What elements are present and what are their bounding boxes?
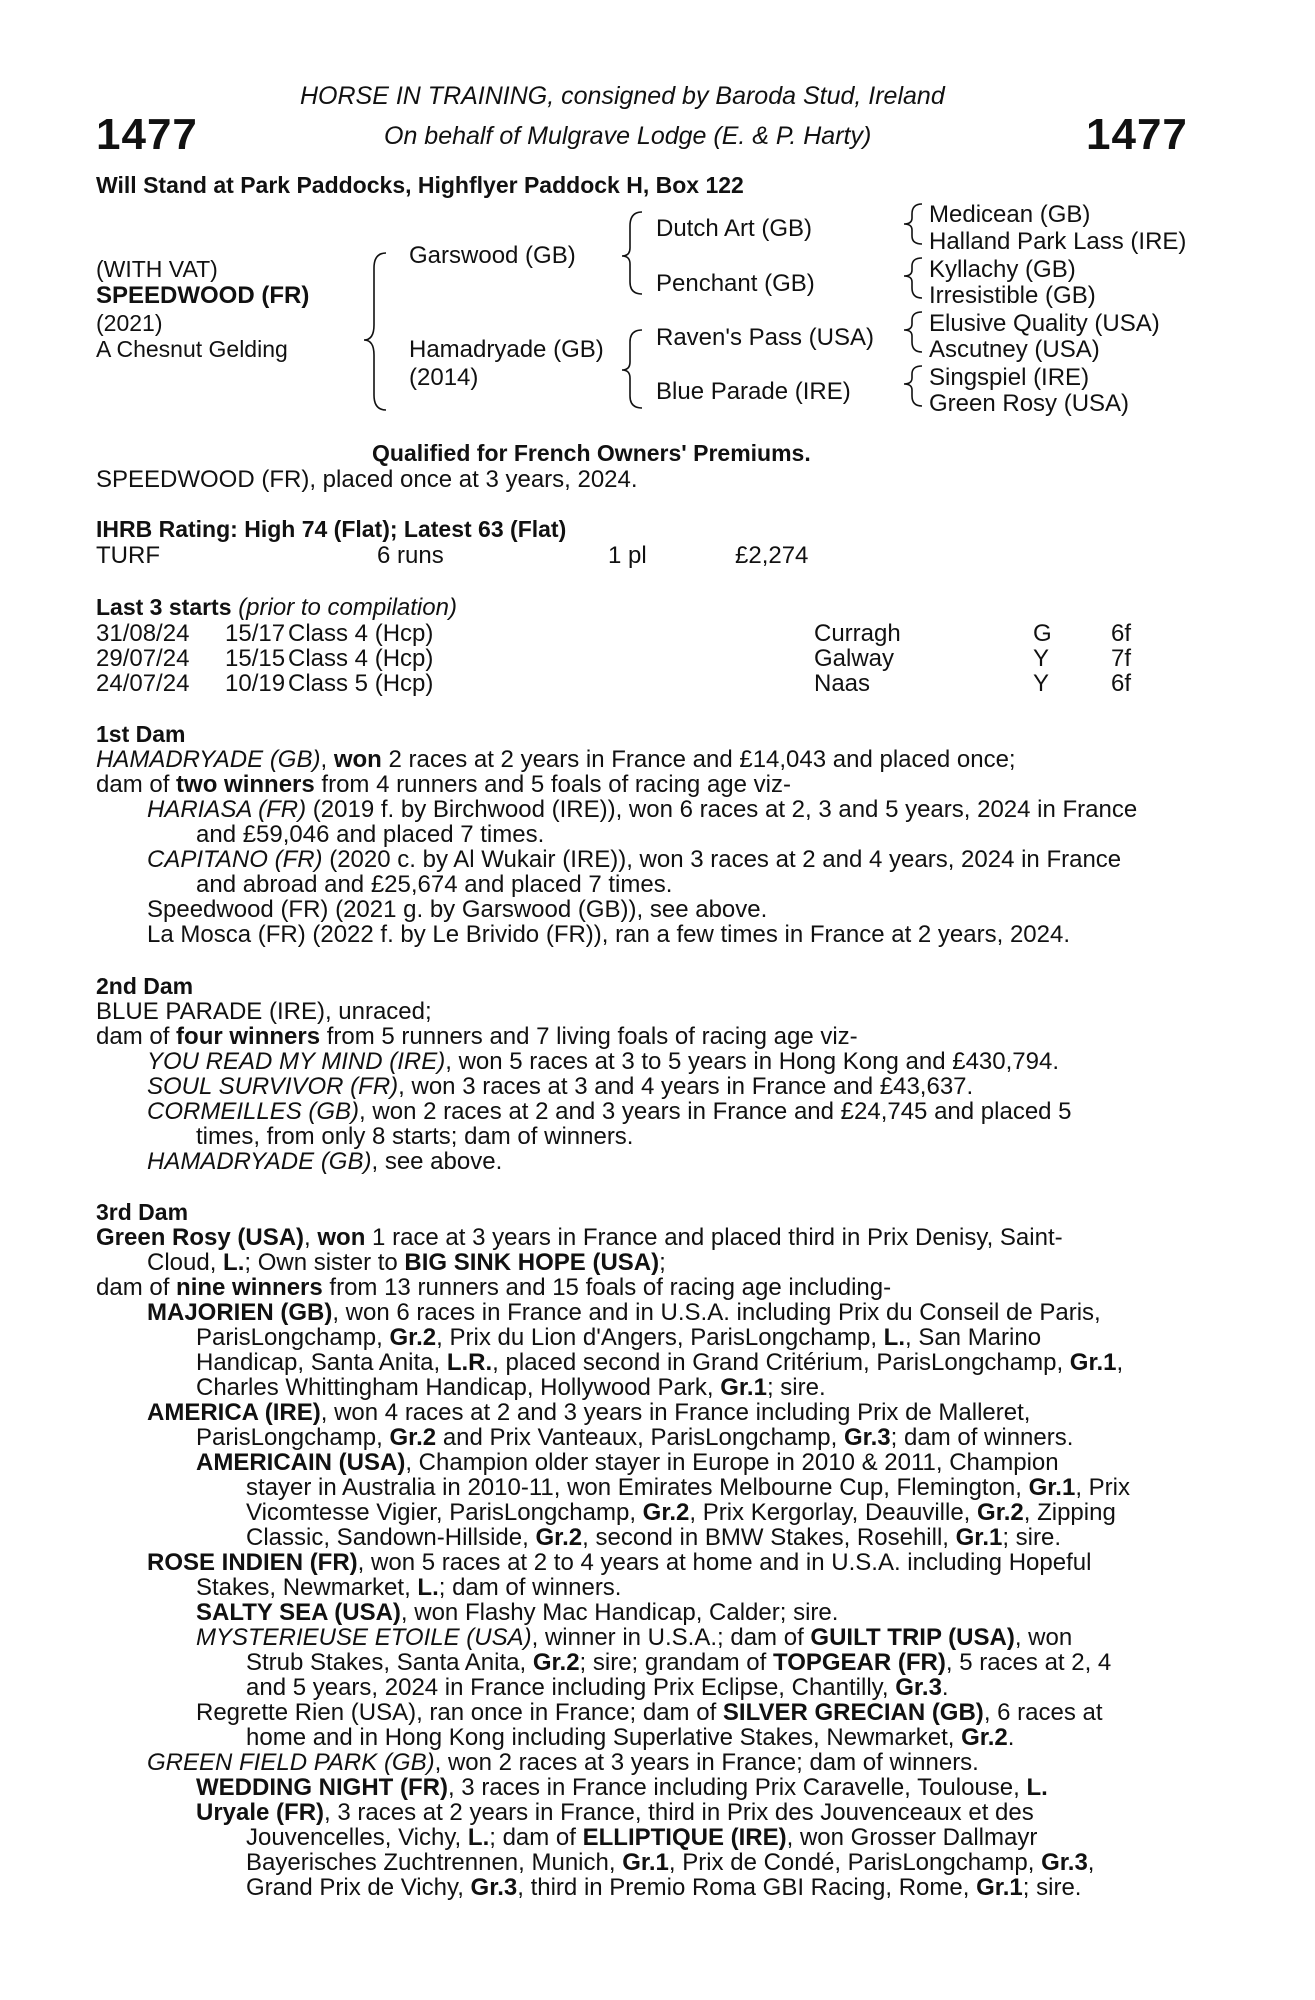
pedigree-sd: Penchant (GB)	[656, 270, 815, 297]
third-dam-line: ParisLongchamp, Gr.2, Prix du Lion d'Angers, ParisLongchamp, L., San Marino	[196, 1324, 1042, 1351]
premium-note: Qualified for French Owners' Premiums.	[372, 440, 811, 466]
start-class: Class 4 (Hcp)	[288, 645, 434, 672]
horse-name: SPEEDWOOD (FR)	[96, 282, 310, 309]
horse-year: (2021)	[96, 310, 163, 336]
rating-runs: 6 runs	[377, 542, 444, 569]
pedigree-dd: Blue Parade (IRE)	[656, 378, 851, 405]
start-course: Naas	[814, 670, 871, 697]
second-dam-title: 2nd Dam	[96, 973, 194, 999]
third-dam-line: Vicomtesse Vigier, ParisLongchamp, Gr.2, Prix Kergorlay, Deauville, Gr.2, Zipping	[246, 1499, 1116, 1526]
start-date: 24/07/24	[96, 670, 190, 697]
third-dam-line: Grand Prix de Vichy, Gr.3, third in Premio Roma GBI Racing, Rome, Gr.1; sire.	[246, 1874, 1082, 1901]
third-dam-line: GREEN FIELD PARK (GB), won 2 races at 3 years in France; dam of winners.	[147, 1749, 979, 1776]
pedigree-sdd: Irresistible (GB)	[929, 282, 1096, 309]
start-distance: 6f	[1111, 670, 1132, 697]
second-dam-line: BLUE PARADE (IRE), unraced;	[96, 998, 432, 1025]
third-dam-line: Stakes, Newmarket, L.; dam of winners.	[196, 1574, 622, 1601]
third-dam-title: 3rd Dam	[96, 1199, 189, 1225]
pedigree-ssd: Halland Park Lass (IRE)	[929, 228, 1187, 255]
first-dam-title: 1st Dam	[96, 721, 186, 747]
second-dam-line: CORMEILLES (GB), won 2 races at 2 and 3 years in France and £24,745 and placed 5	[147, 1098, 1072, 1125]
pedigree-dss: Elusive Quality (USA)	[929, 310, 1160, 337]
pedigree-braces	[0, 0, 1315, 420]
start-going: Y	[1033, 645, 1050, 672]
second-dam-line: times, from only 8 starts; dam of winners.	[196, 1123, 634, 1150]
horse-description: A Chesnut Gelding	[96, 336, 288, 362]
first-dam-line: and £59,046 and placed 7 times.	[196, 821, 545, 848]
start-going: Y	[1033, 670, 1050, 697]
start-course: Curragh	[814, 620, 901, 647]
third-dam-line: ParisLongchamp, Gr.2 and Prix Vanteaux, ParisLongchamp, Gr.3; dam of winners.	[196, 1424, 1074, 1451]
second-dam-line: SOUL SURVIVOR (FR), won 3 races at 3 and 4 years in France and £43,637.	[147, 1073, 974, 1100]
third-dam-line: Jouvencelles, Vichy, L.; dam of ELLIPTIQUE (IRE), won Grosser Dallmayr	[246, 1824, 1038, 1851]
start-row	[96, 645, 1132, 673]
first-dam-line: HAMADRYADE (GB), won 2 races at 2 years in France and £14,043 and placed once;	[96, 746, 1016, 773]
second-dam-line: HAMADRYADE (GB), see above.	[147, 1148, 503, 1175]
rating-earnings: £2,274	[735, 542, 809, 569]
start-going: G	[1033, 620, 1052, 647]
start-row	[96, 670, 1132, 698]
pedigree-ddd: Green Rosy (USA)	[929, 390, 1130, 417]
start-pos: 15/17	[225, 620, 286, 647]
start-class: Class 5 (Hcp)	[288, 670, 434, 697]
third-dam-line: home and in Hong Kong including Superlative Stakes, Newmarket, Gr.2.	[246, 1724, 1015, 1751]
start-row	[96, 620, 1132, 648]
start-date: 31/08/24	[96, 620, 190, 647]
third-dam-line: and 5 years, 2024 in France including Prix Eclipse, Chantilly, Gr.3.	[246, 1674, 949, 1701]
first-dam-line: dam of two winners from 4 runners and 5 foals of racing age viz-	[96, 771, 791, 798]
lot-number-left: 1477	[96, 110, 198, 159]
last-starts-note: (prior to compilation)	[238, 594, 457, 621]
third-dam-line: ROSE INDIEN (FR), won 5 races at 2 to 4 years at home and in U.S.A. including Hopeful	[147, 1549, 1092, 1576]
rating-placed: 1 pl	[608, 542, 647, 569]
pedigree-sss: Medicean (GB)	[929, 201, 1091, 228]
third-dam-line: stayer in Australia in 2010-11, won Emirates Melbourne Cup, Flemington, Gr.1, Prix	[246, 1474, 1130, 1501]
third-dam-line: WEDDING NIGHT (FR), 3 races in France including Prix Caravelle, Toulouse, L.	[196, 1774, 1048, 1801]
first-dam-line: and abroad and £25,674 and placed 7 times.	[196, 871, 673, 898]
third-dam-line: AMERICAIN (USA), Champion older stayer in Europe in 2010 & 2011, Champion	[196, 1449, 1059, 1476]
start-pos: 10/19	[225, 670, 286, 697]
third-dam-line: AMERICA (IRE), won 4 races at 2 and 3 years in France including Prix de Malleret,	[147, 1399, 1031, 1426]
lot-number-right: 1477	[1086, 110, 1188, 159]
pedigree-dsd: Ascutney (USA)	[929, 336, 1100, 363]
third-dam-line: Green Rosy (USA), won 1 race at 3 years in France and placed third in Prix Denisy, Saint-	[96, 1224, 1063, 1251]
third-dam-line: Strub Stakes, Santa Anita, Gr.2; sire; grandam of TOPGEAR (FR), 5 races at 2, 4	[246, 1649, 1112, 1676]
race-summary: SPEEDWOOD (FR), placed once at 3 years, 2024.	[96, 466, 638, 493]
third-dam-line: MAJORIEN (GB), won 6 races in France and in U.S.A. including Prix du Conseil de Paris,	[147, 1299, 1101, 1326]
last-starts-heading	[96, 594, 457, 622]
first-dam-line: HARIASA (FR) (2019 f. by Birchwood (IRE)), won 6 races at 2, 3 and 5 years, 2024 in France	[147, 796, 1138, 823]
pedigree-sire: Garswood (GB)	[409, 242, 576, 269]
pedigree-sds: Kyllachy (GB)	[929, 256, 1076, 283]
start-distance: 7f	[1111, 645, 1132, 672]
start-class: Class 4 (Hcp)	[288, 620, 434, 647]
second-dam-line: dam of four winners from 5 runners and 7 living foals of racing age viz-	[96, 1023, 858, 1050]
third-dam-line: Regrette Rien (USA), ran once in France; dam of SILVER GRECIAN (GB), 6 races at	[196, 1699, 1103, 1726]
start-date: 29/07/24	[96, 645, 190, 672]
pedigree-ss: Dutch Art (GB)	[656, 215, 813, 242]
third-dam-line: dam of nine winners from 13 runners and 15 foals of racing age including-	[96, 1274, 892, 1301]
third-dam-line: MYSTERIEUSE ETOILE (USA), winner in U.S.A.; dam of GUILT TRIP (USA), won	[196, 1624, 1073, 1651]
pedigree-dam: Hamadryade (GB)	[409, 336, 604, 363]
third-dam-line: Bayerisches Zuchtrennen, Munich, Gr.1, Prix de Condé, ParisLongchamp, Gr.3,	[246, 1849, 1095, 1876]
pedigree-dds: Singspiel (IRE)	[929, 364, 1090, 391]
third-dam-line: Uryale (FR), 3 races at 2 years in France, third in Prix des Jouvenceaux et des	[196, 1799, 1034, 1826]
vat-label: (WITH VAT)	[96, 256, 218, 282]
start-course: Galway	[814, 645, 895, 672]
rating-title: IHRB Rating: High 74 (Flat); Latest 63 (Flat)	[96, 516, 567, 542]
pedigree-ds: Raven's Pass (USA)	[656, 324, 874, 351]
third-dam-line: SALTY SEA (USA), won Flashy Mac Handicap, Calder; sire.	[196, 1599, 839, 1626]
start-distance: 6f	[1111, 620, 1132, 647]
location-line: Will Stand at Park Paddocks, Highflyer Paddock H, Box 122	[96, 172, 744, 198]
third-dam-line: Charles Whittingham Handicap, Hollywood Park, Gr.1; sire.	[196, 1374, 826, 1401]
rating-surface: TURF	[96, 542, 160, 569]
second-dam-line: YOU READ MY MIND (IRE), won 5 races at 3 to 5 years in Hong Kong and £430,794.	[147, 1048, 1059, 1075]
third-dam-line: Classic, Sandown-Hillside, Gr.2, second in BMW Stakes, Rosehill, Gr.1; sire.	[246, 1524, 1062, 1551]
last-starts-title: Last 3 starts	[96, 594, 232, 620]
first-dam-line: Speedwood (FR) (2021 g. by Garswood (GB)), see above.	[147, 896, 768, 923]
pedigree-dam-year: (2014)	[409, 364, 479, 391]
behalf-line: On behalf of Mulgrave Lodge (E. & P. Harty)	[384, 122, 872, 150]
first-dam-line: CAPITANO (FR) (2020 c. by Al Wukair (IRE)), won 3 races at 2 and 4 years, 2024 in France	[147, 846, 1122, 873]
third-dam-line: Cloud, L.; Own sister to BIG SINK HOPE (USA);	[147, 1249, 666, 1276]
start-pos: 15/15	[225, 645, 286, 672]
third-dam-line: Handicap, Santa Anita, L.R., placed second in Grand Critérium, ParisLongchamp, Gr.1,	[196, 1349, 1124, 1376]
first-dam-line: La Mosca (FR) (2022 f. by Le Brivido (FR)), ran a few times in France at 2 years, 2024.	[147, 921, 1071, 948]
consignor-line: HORSE IN TRAINING, consigned by Baroda Stud, Ireland	[300, 82, 945, 110]
